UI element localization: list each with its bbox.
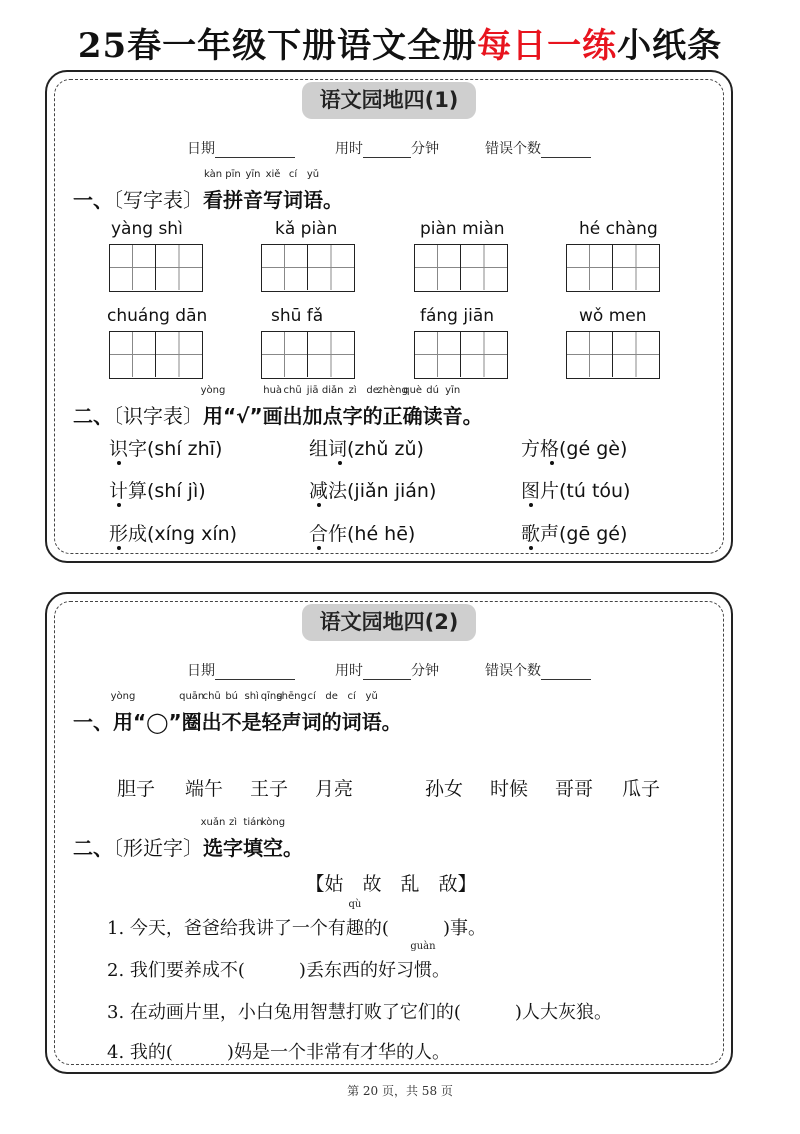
ruby-char: [302, 385, 323, 429]
answer-blank[interactable]: [389, 914, 443, 940]
pinyin-annotation: xuǎn: [200, 817, 226, 828]
ruby-char: [361, 691, 382, 735]
pinyin-annotation: shēng: [276, 691, 307, 702]
pinyin-label: hé chàng: [579, 219, 658, 239]
tone-choice-item[interactable]: 组词(zhǔ zǔ): [309, 438, 424, 460]
question-end: 。: [462, 404, 483, 428]
ruby-char: [321, 385, 344, 429]
hanzi: “√”: [223, 404, 263, 428]
answer-blank[interactable]: [245, 956, 299, 982]
page-title: 25春一年级下册语文全册每日一练小纸条: [77, 26, 723, 66]
sentence-text: 2. 我们要养成不(: [107, 960, 245, 981]
question-end: 。: [381, 710, 402, 734]
category-label: [113, 836, 203, 860]
word-choice[interactable]: 时候: [490, 778, 529, 800]
pinyin-annotation: yǔ: [365, 691, 378, 702]
writing-grid[interactable]: [261, 331, 355, 379]
emphasis-dot: [317, 503, 321, 507]
ruby-char: [301, 691, 322, 735]
hanzi: 读: [422, 404, 443, 428]
sentence-text: 的(: [363, 918, 389, 939]
fill-blank-sentence: [107, 941, 450, 982]
hanzi: 出: [282, 404, 303, 428]
fill-blank-sentence: [107, 998, 612, 1024]
bracket-close: 〕: [183, 404, 203, 428]
hanzi: 正: [382, 404, 403, 428]
pinyin-label: kǎ piàn: [275, 219, 338, 239]
pinyin-annotation: jiā: [306, 385, 319, 396]
ruby-char: [283, 169, 303, 213]
answer-blank[interactable]: [173, 1038, 227, 1064]
hanzi: 空: [263, 836, 283, 860]
pinyin-annotation: yīn: [245, 169, 261, 180]
ruby-char: [243, 169, 263, 213]
hanzi: 用: [113, 710, 133, 734]
hanzi: 字: [342, 404, 363, 428]
question-2-heading: [73, 817, 303, 861]
hanzi: 词: [283, 188, 303, 212]
ruby-char: [260, 817, 286, 861]
ruby-char: [345, 899, 364, 940]
hanzi: 画: [262, 404, 283, 428]
exercise-card-2: [45, 592, 733, 1074]
emphasis-dot: [338, 461, 342, 465]
ruby-char: [110, 691, 136, 735]
hanzi: 选: [203, 836, 223, 860]
tone-choice-item[interactable]: 识字(shí zhī): [109, 438, 223, 460]
ruby-char: [276, 691, 307, 735]
emphasis-dot: [117, 546, 121, 550]
hanzi: 趣: [345, 918, 364, 939]
hanzi: 是: [241, 710, 262, 734]
hanzi: 加: [302, 404, 323, 428]
tone-choice-item[interactable]: 方格(gé gè): [521, 438, 628, 460]
hanzi: 的: [362, 404, 383, 428]
pinyin-annotation: kòng: [260, 817, 286, 828]
error-count-field: 错误个数: [485, 660, 591, 680]
bracket-open: 〔: [113, 836, 123, 860]
ruby-char: [282, 385, 303, 429]
section-tag-1: 语文园地四(1): [302, 82, 476, 119]
word-choice[interactable]: 端午: [185, 778, 224, 800]
writing-grid[interactable]: [109, 331, 203, 379]
ruby-char: [223, 817, 243, 861]
pinyin-annotation: què: [403, 385, 423, 396]
pinyin-annotation: shì: [244, 691, 259, 702]
pinyin-annotation: huà: [263, 385, 283, 396]
pinyin-annotation: tián: [243, 817, 263, 828]
emphasis-dot: [550, 461, 554, 465]
writing-grid[interactable]: [109, 244, 203, 292]
sentence-text: )妈是一个非常有才华的人。: [226, 1042, 450, 1063]
pinyin-label: shū fǎ: [271, 306, 324, 326]
hanzi: “◯”: [133, 710, 182, 734]
date-field: 日期: [187, 660, 295, 680]
pinyin-label: piàn miàn: [420, 219, 505, 239]
hanzi: 的: [321, 710, 342, 734]
writing-grid[interactable]: [414, 244, 508, 292]
ruby-char: [422, 385, 443, 429]
question-number: 二、: [73, 404, 113, 428]
sentence-text: )人大灰狼。: [514, 1002, 612, 1023]
writing-grid[interactable]: [566, 244, 660, 292]
ruby-char: [342, 385, 363, 429]
question-end: 。: [283, 836, 303, 860]
pinyin-annotation: de: [366, 385, 379, 396]
ruby-char: [410, 941, 436, 982]
pinyin-annotation: de: [325, 691, 338, 702]
pinyin-annotation: chū: [283, 385, 302, 396]
pinyin-annotation: yīn: [445, 385, 461, 396]
ruby-char: [201, 691, 222, 735]
pinyin-label: fáng jiān: [420, 306, 495, 326]
pinyin-annotation: cí: [288, 169, 298, 180]
ruby-char: [263, 169, 283, 213]
hanzi: 轻: [261, 710, 282, 734]
hanzi: 点: [322, 404, 343, 428]
fill-blank-sentence: [107, 1038, 450, 1064]
pinyin-annotation: zhèng: [377, 385, 408, 396]
answer-blank[interactable]: [461, 998, 515, 1024]
bracket-close: 〕: [183, 188, 203, 212]
category-text: 写字表: [123, 188, 183, 212]
date-field: 日期: [187, 138, 295, 158]
ruby-char: [203, 169, 223, 213]
category-text: 形近字: [123, 836, 183, 860]
ruby-char: [200, 817, 226, 861]
word-choice[interactable]: 王子: [250, 778, 289, 800]
pinyin-annotation: yòng: [200, 385, 226, 396]
hanzi: 语: [361, 710, 382, 734]
word-choice[interactable]: 月亮: [315, 778, 354, 800]
hanzi: 语: [303, 188, 323, 212]
tone-choice-item[interactable]: 歌声(gē gé): [521, 523, 628, 545]
ruby-char: [243, 817, 263, 861]
word-choice[interactable]: 哥哥: [555, 778, 594, 800]
word-choice[interactable]: 胆子: [117, 778, 156, 800]
pinyin-annotation: cí: [347, 691, 356, 702]
emphasis-dot: [529, 546, 533, 550]
hanzi: 词: [301, 710, 322, 734]
question-number: 二、: [73, 836, 113, 860]
pinyin-annotation: quān: [179, 691, 205, 702]
pinyin-label: wǒ men: [579, 306, 647, 326]
sentence-text: 1. 今天，爸爸给我讲了一个有: [107, 918, 346, 939]
ruby-char: [223, 169, 243, 213]
pinyin-label: yàng shì: [111, 219, 183, 239]
pinyin-annotation: zì: [348, 385, 357, 396]
writing-grid[interactable]: [414, 331, 508, 379]
tone-choice-item[interactable]: 减法(jiǎn jián): [309, 480, 437, 502]
hanzi: 音: [243, 188, 263, 212]
category-text: 识字表: [123, 404, 183, 428]
hanzi: 拼: [223, 188, 243, 212]
page-number: 第 20 页，共 58 页: [347, 1084, 453, 1098]
question-2-heading: [73, 385, 483, 429]
pinyin-annotation: diǎn: [321, 385, 344, 396]
ruby-char: [179, 691, 205, 735]
bracket-open: 〔: [113, 404, 123, 428]
ruby-char: [221, 691, 242, 735]
question-number: 一、: [73, 710, 113, 734]
hanzi: 不: [221, 710, 242, 734]
pinyin-annotation: dú: [426, 385, 439, 396]
emphasis-dot: [117, 461, 121, 465]
ruby-char: [402, 385, 423, 429]
character-options: 【姑 故 乱 敌】: [305, 873, 477, 895]
time-field: 用时 分钟: [335, 141, 439, 157]
emphasis-dot: [317, 546, 321, 550]
pinyin-annotation: qù: [348, 899, 362, 910]
pinyin-annotation: chū: [202, 691, 221, 702]
pinyin-label: chuáng dān: [107, 306, 208, 326]
hanzi: 出: [201, 710, 222, 734]
sentence-text: 3. 在动画片里，小白兔用智慧打败了它们的(: [107, 1002, 461, 1023]
ruby-char: [260, 691, 283, 735]
hanzi: 写: [263, 188, 283, 212]
hanzi: 词: [341, 710, 362, 734]
hanzi: 字: [223, 836, 243, 860]
title-highlight: 每日一练: [477, 26, 618, 66]
pinyin-annotation: xiě: [265, 169, 281, 180]
fill-blank-sentence: [107, 899, 486, 940]
hanzi: 声: [281, 710, 302, 734]
pinyin-annotation: yòng: [110, 691, 136, 702]
exercise-card-1: [45, 70, 733, 563]
hanzi: 音: [442, 404, 463, 428]
ruby-char: [321, 691, 342, 735]
category-label: [113, 188, 203, 212]
hanzi: 用: [203, 404, 223, 428]
tone-choice-item[interactable]: 图片(tú tóu): [521, 480, 631, 502]
ruby-char: [200, 385, 226, 429]
bracket-open: 〔: [113, 188, 123, 212]
pinyin-annotation: kàn: [203, 169, 223, 180]
sentence-text: )丢东西的好习: [298, 960, 414, 981]
ruby-char: [377, 385, 408, 429]
emphasis-dot: [529, 503, 533, 507]
ruby-char: [303, 169, 323, 213]
sentence-text: 。: [431, 960, 450, 981]
hanzi: 惯: [413, 960, 432, 981]
pinyin-annotation: zì: [228, 817, 238, 828]
sentence-text: )事。: [442, 918, 486, 939]
question-1-heading: [73, 691, 402, 735]
ruby-char: [341, 691, 362, 735]
hanzi: 填: [243, 836, 263, 860]
ruby-char: [241, 691, 262, 735]
ruby-char: [223, 404, 263, 428]
category-label: [113, 404, 203, 428]
writing-grid[interactable]: [566, 331, 660, 379]
emphasis-dot: [117, 503, 121, 507]
hanzi: 确: [402, 404, 423, 428]
tone-choice-item[interactable]: 合作(hé hē): [309, 523, 416, 545]
hanzi: 圈: [181, 710, 202, 734]
section-tag-2: 语文园地四(2): [302, 604, 476, 641]
pinyin-annotation: qīng: [260, 691, 283, 702]
pinyin-annotation: pīn: [225, 169, 241, 180]
sentence-text: 4. 我的(: [107, 1042, 173, 1063]
pinyin-annotation: cí: [307, 691, 316, 702]
tone-choice-item[interactable]: 形成(xíng xín): [109, 523, 238, 545]
question-number: 一、: [73, 188, 113, 212]
tone-choice-item[interactable]: 计算(shí jì): [109, 480, 206, 502]
pinyin-annotation: bú: [225, 691, 239, 702]
word-choice[interactable]: 瓜子: [622, 778, 661, 800]
time-field: 用时 分钟: [335, 663, 439, 679]
word-choice[interactable]: 孙女: [425, 778, 464, 800]
ruby-char: [442, 385, 463, 429]
ruby-char: [262, 385, 283, 429]
pinyin-annotation: guàn: [410, 941, 436, 952]
ruby-char: [133, 710, 182, 734]
error-count-field: 错误个数: [485, 138, 591, 158]
writing-grid[interactable]: [261, 244, 355, 292]
hanzi: 看: [203, 188, 223, 212]
ruby-char: [362, 385, 383, 429]
question-end: 。: [323, 188, 343, 212]
bracket-close: 〕: [183, 836, 203, 860]
question-1-heading: [73, 169, 343, 213]
pinyin-annotation: yǔ: [306, 169, 320, 180]
